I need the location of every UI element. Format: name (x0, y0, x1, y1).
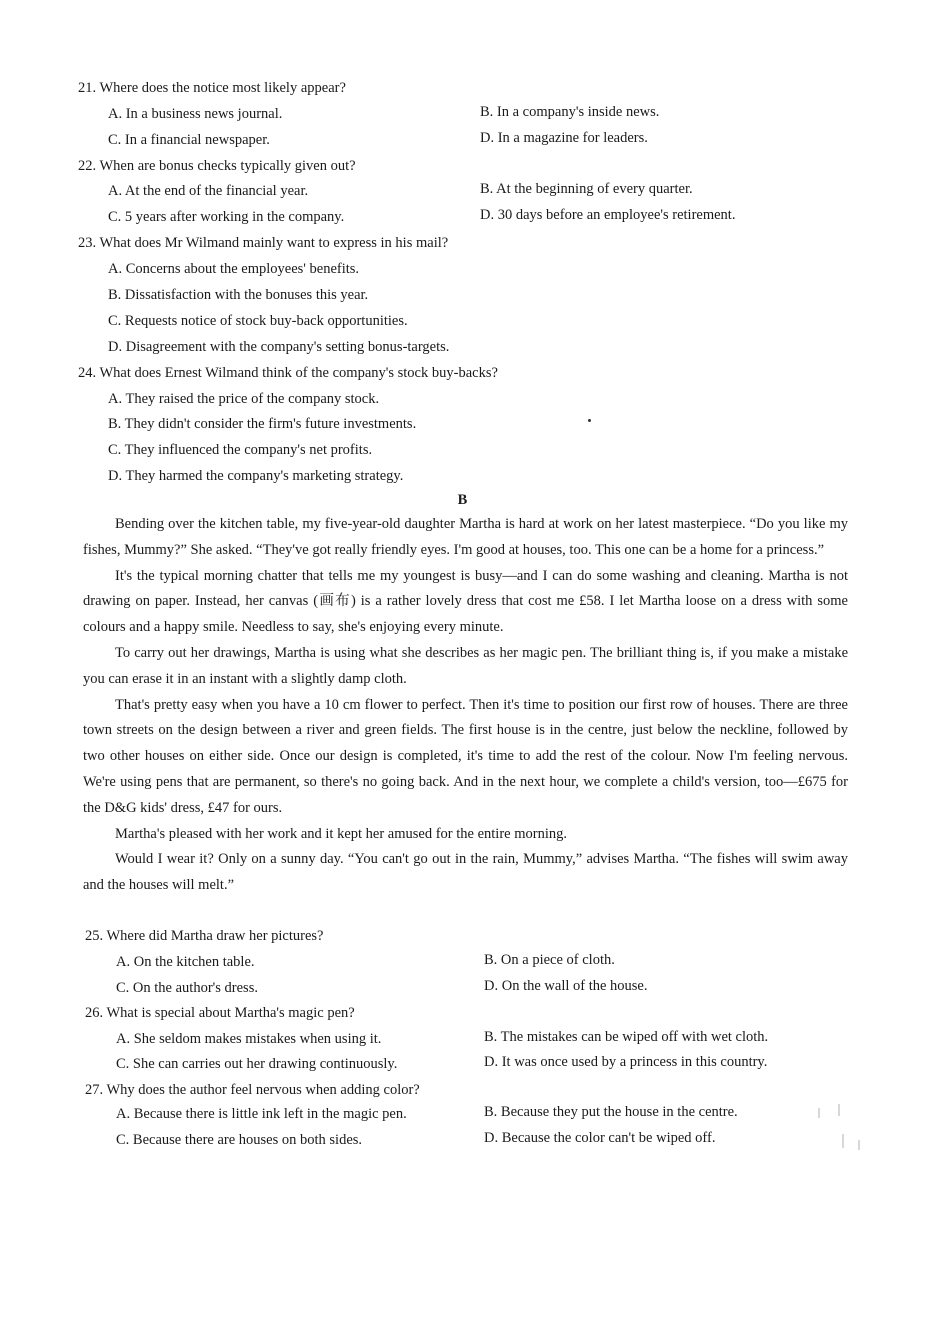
question-27: 27. Why does the author feel nervous when adding color? (85, 1082, 420, 1098)
option-24b: B. They didn't consider the firm's future investments. (108, 416, 417, 432)
option-21d: D. In a magazine for leaders. (480, 130, 648, 146)
option-24c: C. They influenced the company's net profits. (108, 442, 373, 458)
option-22b: B. At the beginning of every quarter. (480, 181, 693, 197)
option-25a: A. On the kitchen table. (116, 954, 255, 970)
option-27d: D. Because the color can't be wiped off. (484, 1130, 716, 1146)
option-22d: D. 30 days before an employee's retirement. (480, 207, 736, 223)
scan-smudge (818, 1108, 820, 1118)
question-25: 25. Where did Martha draw her pictures? (85, 928, 324, 944)
option-27b: B. Because they put the house in the centre. (484, 1104, 738, 1120)
option-26d: D. It was once used by a princess in this country. (484, 1054, 768, 1070)
scan-smudge (842, 1134, 844, 1148)
option-27a: A. Because there is little ink left in the magic pen. (116, 1106, 407, 1122)
option-23c: C. Requests notice of stock buy-back opportunities. (108, 313, 408, 329)
ink-speck (588, 419, 591, 422)
option-26b: B. The mistakes can be wiped off with wet cloth. (484, 1029, 769, 1045)
section-b-title: B (457, 492, 468, 508)
option-26a: A. She seldom makes mistakes when using it. (116, 1031, 382, 1047)
passage-paragraph: Bending over the kitchen table, my five-year-old daughter Martha is hard at work on her latest masterpiece. “Do you like my fishes, Mummy?” She asked. “They've got really friendly eyes. I'm good at houses, too. This one can be a home for a princess.” (83, 516, 848, 558)
scan-smudge (838, 1104, 840, 1116)
option-23b: B. Dissatisfaction with the bonuses this year. (108, 287, 369, 303)
reading-passage-b (83, 512, 848, 899)
option-24d: D. They harmed the company's marketing strategy. (108, 468, 404, 484)
option-27c: C. Because there are houses on both sides. (116, 1132, 363, 1148)
option-22a: A. At the end of the financial year. (108, 183, 309, 199)
option-25b: B. On a piece of cloth. (484, 952, 615, 968)
option-23d: D. Disagreement with the company's setting bonus-targets. (108, 339, 450, 355)
option-25d: D. On the wall of the house. (484, 978, 648, 994)
scan-smudge (858, 1140, 860, 1150)
question-21: 21. Where does the notice most likely appear? (78, 80, 346, 96)
passage-paragraph: That's pretty easy when you have a 10 cm flower to perfect. Then it's time to position our first row of houses. There are three town streets on the design between a river and green fields. The first house is in the centre, just below the neckline, followed by two other houses on either side. Once our design is completed, it's time to add the rest of the colour. Now I'm feeling nervous. We're using pens that are permanent, so there's no going back. And in the next hour, we complete a child's version, too—£675 for the D&G kids' dress, £47 for ours. (83, 696, 848, 816)
option-25c: C. On the author's dress. (116, 980, 258, 996)
question-24: 24. What does Ernest Wilmand think of the company's stock buy-backs? (78, 365, 498, 381)
option-21b: B. In a company's inside news. (480, 104, 660, 120)
question-26: 26. What is special about Martha's magic pen? (85, 1005, 355, 1021)
option-24a: A. They raised the price of the company stock. (108, 391, 380, 407)
passage-paragraph: It's the typical morning chatter that tells me my youngest is busy—and I can do some washing and cleaning. Martha is not drawing on paper. Instead, her canvas (画布) is a rather lovely dress that cost me £58. I let Martha loose on a dress with some colours and a happy smile. Needless to say, she's enjoying every minute. (83, 567, 848, 636)
option-23a: A. Concerns about the employees' benefits. (108, 261, 360, 277)
option-26c: C. She can carries out her drawing continuously. (116, 1056, 398, 1072)
question-22: 22. When are bonus checks typically given out? (78, 158, 356, 174)
question-23: 23. What does Mr Wilmand mainly want to express in his mail? (78, 235, 449, 251)
passage-paragraph: To carry out her drawings, Martha is using what she describes as her magic pen. The brilliant thing is, if you make a mistake you can erase it in an instant with a slightly damp cloth. (83, 644, 848, 687)
option-22c: C. 5 years after working in the company. (108, 209, 345, 225)
option-21a: A. In a business news journal. (108, 106, 283, 122)
option-21c: C. In a financial newspaper. (108, 132, 270, 148)
passage-paragraph: Martha's pleased with her work and it kept her amused for the entire morning. (115, 825, 567, 842)
passage-paragraph: Would I wear it? Only on a sunny day. “You can't go out in the rain, Mummy,” advises Martha. “The fishes will swim away and the houses will melt.” (83, 851, 848, 894)
